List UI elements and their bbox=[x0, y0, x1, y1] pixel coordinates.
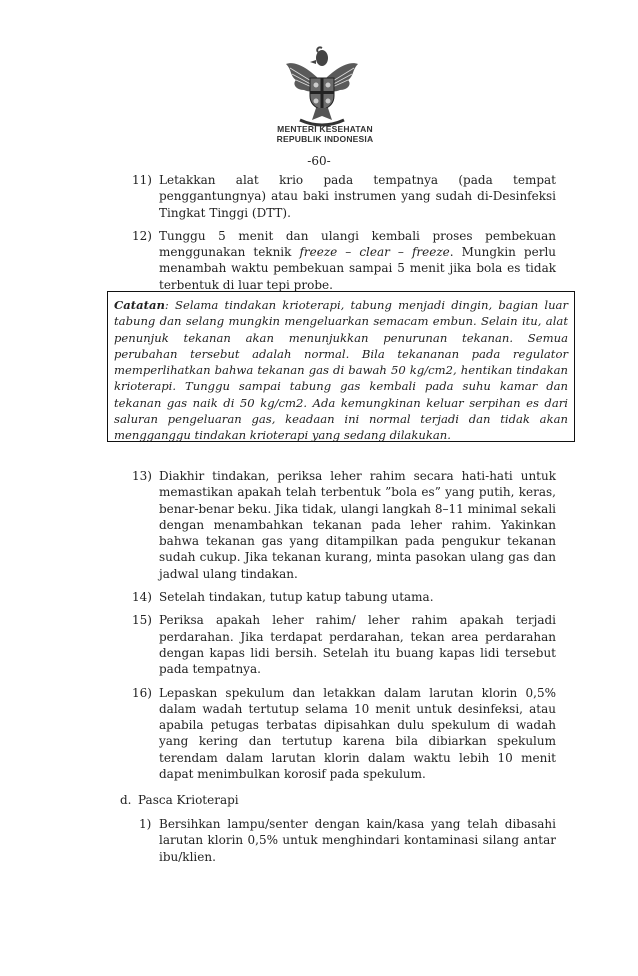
step-text-part: Tunggu 5 menit dan ulangi kembali proses pembekuan menggunakan teknik bbox=[159, 228, 556, 260]
step-number: 16) bbox=[132, 685, 152, 700]
list-item bbox=[132, 612, 556, 677]
step-number: 12) bbox=[132, 228, 152, 243]
list-item bbox=[132, 172, 556, 221]
step-text: Diakhir tindakan, periksa leher rahim secara hati-hati untuk memastikan apakah telah terbentuk ”bola es” yang putih, keras, benar-benar beku. Jika tidak, ulangi langkah 8–11 minimal sekali dengan menambahkan tekanan pada leher rahim. Yakinkan bahwa tekanan gas yang ditampilkan pada pengukur tekanan sudah cukup. Jika tekanan kurang, minta pasokan ulang gas dan jadwal ulang tindakan. bbox=[159, 469, 556, 581]
step-text: Lepaskan spekulum dan letakkan dalam larutan klorin 0,5% dalam wadah tertutup selama 10 menit untuk desinfeksi, atau apabila petugas terbatas dipisahkan dulu spekulum di wadah yang kering dan tertutup karena bila dibiarkan spekulum terendam dalam larutan klorin dalam waktu lebih 10 menit dapat menimbulkan korosif pada spekulum. bbox=[159, 685, 556, 782]
note-text: : Selama tindakan krioterapi, tabung menjadi dingin, bagian luar tabung dan selang mungkin mengeluarkan semacam embun. Selain itu, alat penunjuk tekanan akan menunjukkan penurunan tekanan. Semua perubahan tersebut adalah normal. Bila tekananan pada regulator memperlihatkan bahwa tekanan gas di bawah 50 kg/cm2, hentikan tindakan krioterapi. Tunggu sampai tabung gas kembali pada suhu kamar dan tekanan gas naik di 50 kg/cm2. Ada kemungkinan keluar serpihan es dari saluran pengeluaran gas, keadaan ini normal terjadi dan tidak akan mengganggu tindakan krioterapi yang sedang dilakukan. bbox=[114, 298, 568, 443]
section-heading bbox=[120, 792, 239, 808]
list-item bbox=[132, 468, 556, 582]
section-d-list bbox=[139, 816, 556, 872]
note-box bbox=[107, 291, 575, 442]
ministry-line1: MENTERI KESEHATAN bbox=[277, 124, 373, 134]
technique-name: freeze – clear – freeze bbox=[299, 245, 450, 260]
step-text: Letakkan alat krio pada tempatnya (pada tempat penggantungnya) atau baki instrumen yang sudah di-Desinfeksi Tingkat Tinggi (DTT). bbox=[159, 173, 556, 220]
list-item bbox=[132, 589, 556, 605]
step-text-part: . Mungkin perlu menambah waktu pembekuan sampai 5 menit jika bola es tidak terbentuk di luar tepi probe. bbox=[159, 245, 557, 292]
ministry-heading bbox=[270, 124, 380, 144]
step-number: 15) bbox=[132, 613, 152, 628]
list-item bbox=[132, 685, 556, 783]
step-number: 14) bbox=[132, 590, 152, 605]
page-number: -60- bbox=[307, 154, 331, 168]
step-number: 11) bbox=[132, 173, 152, 187]
step-text: Setelah tindakan, tutup katup tabung utama. bbox=[159, 590, 434, 605]
step-number: 1) bbox=[139, 817, 152, 831]
step-text: Bersihkan lampu/senter dengan kain/kasa yang telah dibasahi larutan klorin 0,5% untuk menghindari kontaminasi silang antar ibu/klien. bbox=[159, 817, 556, 864]
garuda-emblem-icon bbox=[282, 40, 362, 130]
note-label: Catatan bbox=[114, 298, 165, 312]
steps-bottom-list bbox=[132, 468, 556, 789]
section-title: Pasca Krioterapi bbox=[138, 793, 239, 807]
list-item bbox=[132, 228, 556, 293]
steps-top-list bbox=[132, 172, 556, 300]
ministry-line2: REPUBLIK INDONESIA bbox=[276, 134, 374, 144]
step-number: 13) bbox=[132, 469, 152, 483]
step-text: Periksa apakah leher rahim/ leher rahim apakah terjadi perdarahan. Jika terdapat perdarahan, tekan area perdarahan dengan kapas lidi bersih. Setelah itu buang kapas lidi tersebut pada tempatnya. bbox=[159, 613, 556, 677]
section-number: d. bbox=[120, 793, 132, 807]
step-text bbox=[159, 228, 556, 293]
list-item bbox=[139, 816, 556, 865]
